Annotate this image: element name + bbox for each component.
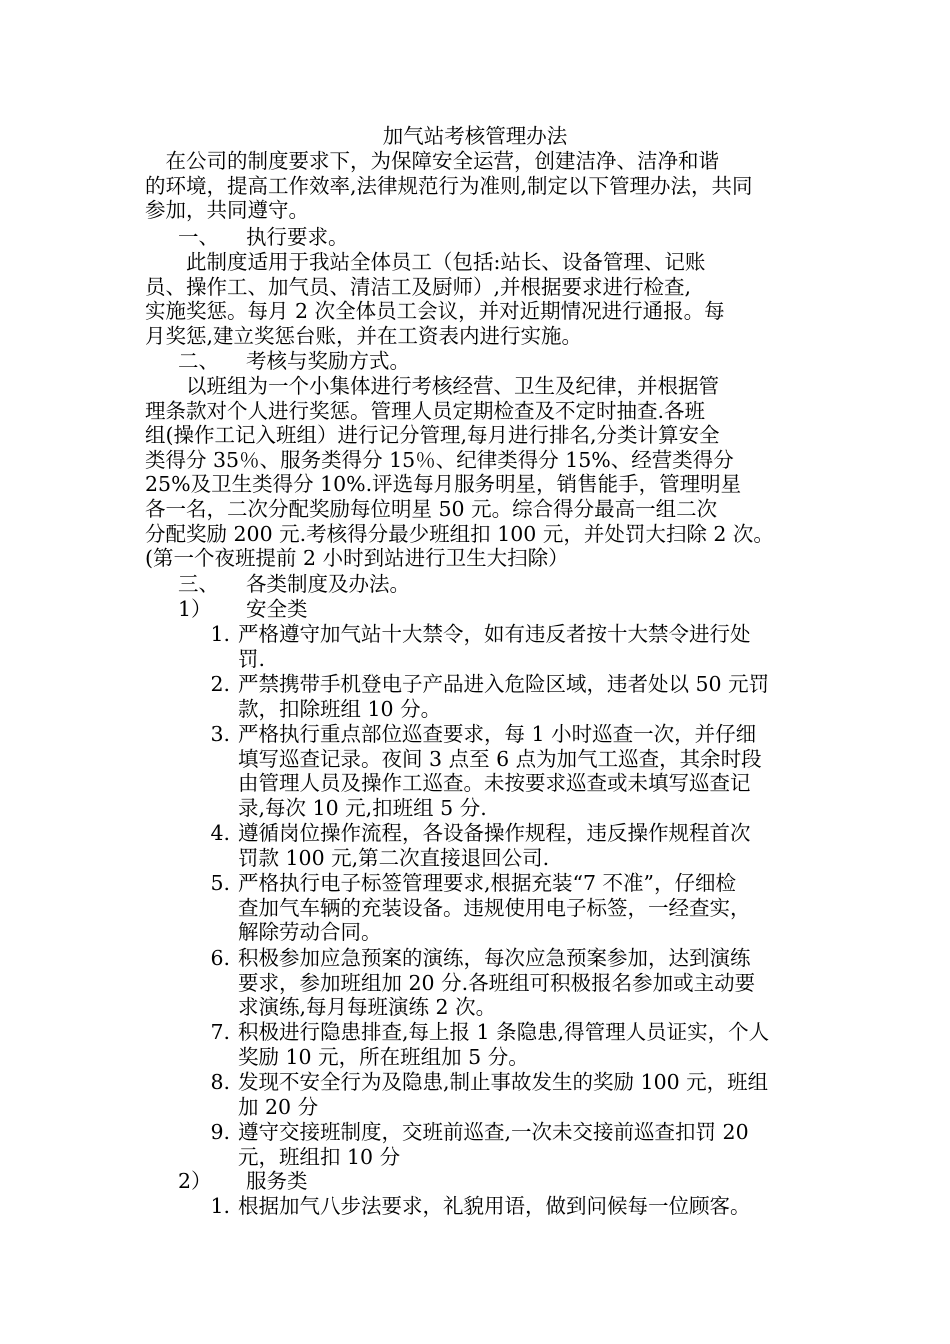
section-heading-3 [178, 572, 410, 597]
paragraph-line: 理条款对个人进行奖惩。管理人员定期检查及不定时抽查.各班 [145, 398, 706, 423]
list-item [200, 871, 820, 945]
item-line: 遵守交接班制度，交班前巡查,一次未交接前巡查扣罚 20 [238, 1120, 749, 1144]
item-line: 遵循岗位操作流程，各设备操作规程，违反操作规程首次 [238, 821, 751, 845]
paragraph-line: 25%及卫生类得分 10%.评选每月服务明星，销售能手，管理明星 [145, 472, 742, 497]
list-item [200, 1194, 820, 1219]
section-number: 一、 [178, 225, 219, 249]
item-line: 要求，参加班组加 20 分.各班组可积极报名参加或主动要 [238, 970, 756, 995]
paragraph-line: 组(操作工记入班组）进行记分管理,每月进行排名,分类计算安全 [145, 423, 720, 448]
list-item [200, 1020, 820, 1069]
section-label: 执行要求。 [246, 225, 349, 249]
list-number: 8. [210, 1070, 230, 1094]
item-line: 罚款 100 元,第二次直接退回公司. [238, 845, 550, 870]
subsection-label: 安全类 [246, 597, 308, 621]
paragraph-line: (第一个夜班提前 2 小时到站进行卫生大扫除） [145, 546, 569, 571]
section-label: 考核与奖励方式。 [246, 349, 410, 373]
item-line: 罚. [238, 646, 266, 671]
paragraph-line: 分配奖励 200 元.考核得分最少班组扣 100 元，并处罚大扫除 2 次。 [145, 521, 774, 546]
subsection-heading-service [178, 1169, 308, 1194]
item-line: 积极参加应急预案的演练，每次应急预案参加，达到演练 [238, 946, 751, 970]
item-line: 严格执行电子标签管理要求,根据充装“7 不准”，仔细检 [238, 871, 737, 895]
item-line: 奖励 10 元，所在班组加 5 分。 [238, 1044, 529, 1069]
list-number: 5. [210, 871, 230, 895]
list-item [200, 946, 820, 1020]
list-number: 6. [210, 946, 230, 970]
section-number: 三、 [178, 572, 219, 596]
item-line: 加 20 分 [238, 1094, 319, 1119]
item-line: 严格遵守加气站十大禁令，如有违反者按十大禁令进行处 [238, 622, 751, 646]
list-item [200, 1070, 820, 1119]
intro-line: 在公司的制度要求下，为保障安全运营，创建洁净、洁净和谐 [145, 149, 719, 173]
item-line: 元，班组扣 10 分 [238, 1144, 401, 1169]
intro-line: 参加，共同遵守。 [145, 198, 309, 223]
subsection-label: 服务类 [246, 1169, 308, 1193]
section-heading-1 [178, 225, 349, 250]
subsection-number: 1） [178, 597, 212, 621]
list-number: 3. [210, 722, 230, 746]
item-line: 录,每次 10 元,扣班组 5 分. [238, 795, 487, 820]
paragraph-line: 此制度适用于我站全体员工（包括:站长、设备管理、记账 [145, 250, 706, 274]
item-line: 严格执行重点部位巡查要求，每 1 小时巡查一次，并仔细 [238, 722, 757, 746]
subsection-heading-safety [178, 597, 308, 622]
section-1-paragraph [145, 250, 810, 348]
section-label: 各类制度及办法。 [246, 572, 410, 596]
paragraph-line: 员、操作工、加气员、清洁工及厨师）,并根据要求进行检查, [145, 274, 692, 299]
item-line: 严禁携带手机登电子产品进入危险区域，违者处以 50 元罚 [238, 672, 770, 696]
intro-line: 的环境，提高工作效率,法律规范行为准则,制定以下管理办法，共同 [145, 173, 753, 198]
item-line: 填写巡查记录。夜间 3 点至 6 点为加气工巡查，其余时段 [238, 746, 762, 771]
paragraph-line: 类得分 35％、服务类得分 15％、纪律类得分 15%、经营类得分 [145, 447, 734, 472]
list-item [200, 622, 820, 671]
paragraph-line: 各一名，二次分配奖励每位明星 50 元。综合得分最高一组二次 [145, 496, 718, 521]
document-title: 加气站考核管理办法 [382, 124, 568, 148]
list-number: 7. [210, 1020, 230, 1044]
item-line: 积极进行隐患排查,每上报 1 条隐患,得管理人员证实，个人 [238, 1020, 770, 1044]
paragraph-line: 以班组为一个小集体进行考核经营、卫生及纪律，并根据管 [145, 374, 719, 398]
list-item [200, 722, 820, 820]
list-number: 1. [210, 622, 230, 646]
item-line: 发现不安全行为及隐患,制止事故发生的奖励 100 元，班组 [238, 1070, 769, 1094]
item-line: 款，扣除班组 10 分。 [238, 696, 442, 721]
list-item [200, 672, 820, 721]
item-line: 求演练,每月每班演练 2 次。 [238, 995, 497, 1020]
item-line: 查加气车辆的充装设备。违规使用电子标签，一经查实， [238, 895, 751, 920]
subsection-number: 2） [178, 1169, 212, 1193]
item-line: 解除劳动合同。 [238, 920, 382, 945]
list-item [200, 821, 820, 870]
section-heading-2 [178, 349, 410, 374]
list-number: 1. [210, 1194, 230, 1218]
list-item [200, 1120, 820, 1169]
section-number: 二、 [178, 349, 219, 373]
section-2-paragraph [145, 374, 810, 571]
intro-paragraph [145, 149, 810, 223]
list-number: 4. [210, 821, 230, 845]
paragraph-line: 月奖惩,建立奖惩台账，并在工资表内进行实施。 [145, 323, 583, 348]
item-line: 由管理人员及操作工巡查。未按要求巡查或未填写巡查记 [238, 771, 751, 796]
item-line: 根据加气八步法要求，礼貌用语，做到问候每一位顾客。 [238, 1194, 751, 1218]
paragraph-line: 实施奖惩。每月 2 次全体员工会议，并对近期情况进行通报。每 [145, 299, 725, 324]
list-number: 2. [210, 672, 230, 696]
list-number: 9. [210, 1120, 230, 1144]
